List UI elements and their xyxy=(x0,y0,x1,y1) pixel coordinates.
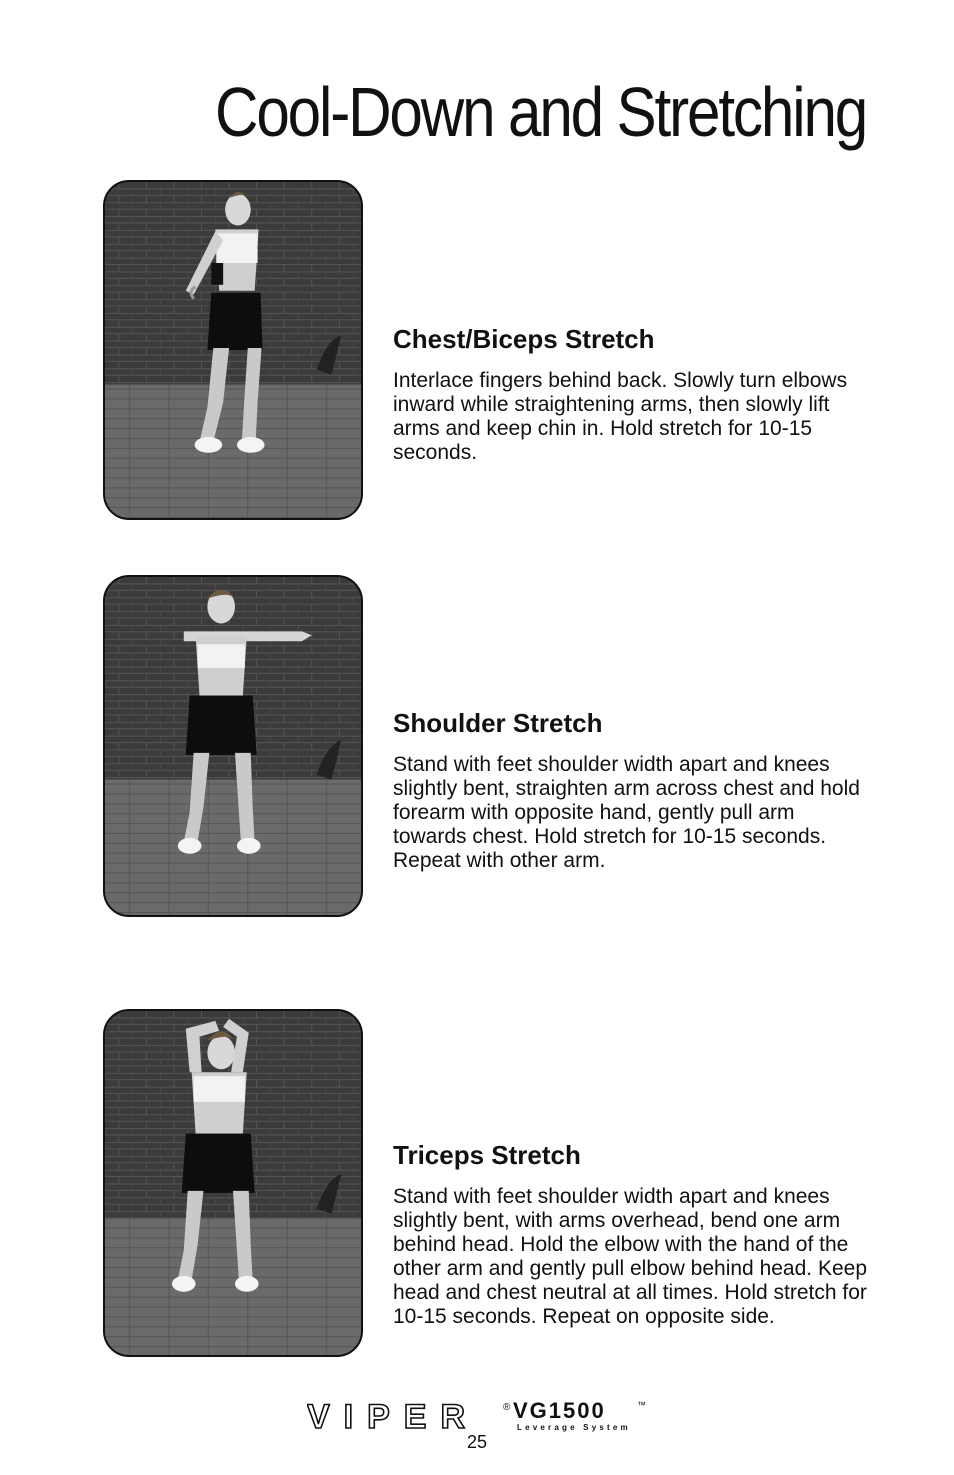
shoulder-stretch-photo xyxy=(103,575,363,917)
logo-brand: VIPER xyxy=(307,1398,480,1434)
logo-trademark: ™ xyxy=(637,1400,646,1410)
logo-model: VG1500 xyxy=(513,1398,606,1423)
chest-biceps-stretch-section xyxy=(393,324,873,465)
section-heading: Shoulder Stretch xyxy=(393,708,603,738)
section-body: Stand with feet shoulder width apart and knees slightly bent, straighten arm across chest and hold forearm with opposite hand, gently pull arm towards chest. Hold stretch for 10-15 seconds. Repeat with other arm. xyxy=(393,753,860,872)
section-heading: Triceps Stretch xyxy=(393,1140,581,1170)
section-body: Stand with feet shoulder width apart and knees slightly bent, with arms overhead, bend one arm behind head. Hold the elbow with the hand of the other arm and gently pull elbow behind head. Keep head and chest neutral at all times. Hold stretch for 10-15 seconds. Repeat on opposite side. xyxy=(393,1185,867,1328)
logo-registered-mark: ® xyxy=(503,1402,511,1413)
triceps-stretch-photo xyxy=(103,1009,363,1357)
triceps-stretch-section xyxy=(393,1140,873,1329)
page-number: 25 xyxy=(466,1432,488,1452)
section-heading: Chest/Biceps Stretch xyxy=(393,324,655,354)
logo-tagline: Leverage System xyxy=(517,1423,631,1432)
viper-vg1500-logo xyxy=(307,1398,652,1434)
section-body: Interlace fingers behind back. Slowly turn elbows inward while straightening arms, then slowly lift arms and keep chin in. Hold stretch for 10-15 seconds. xyxy=(393,369,848,464)
chest-biceps-stretch-photo xyxy=(103,180,363,520)
page-title: Cool-Down and Stretching xyxy=(214,73,866,151)
shoulder-stretch-section xyxy=(393,708,873,873)
